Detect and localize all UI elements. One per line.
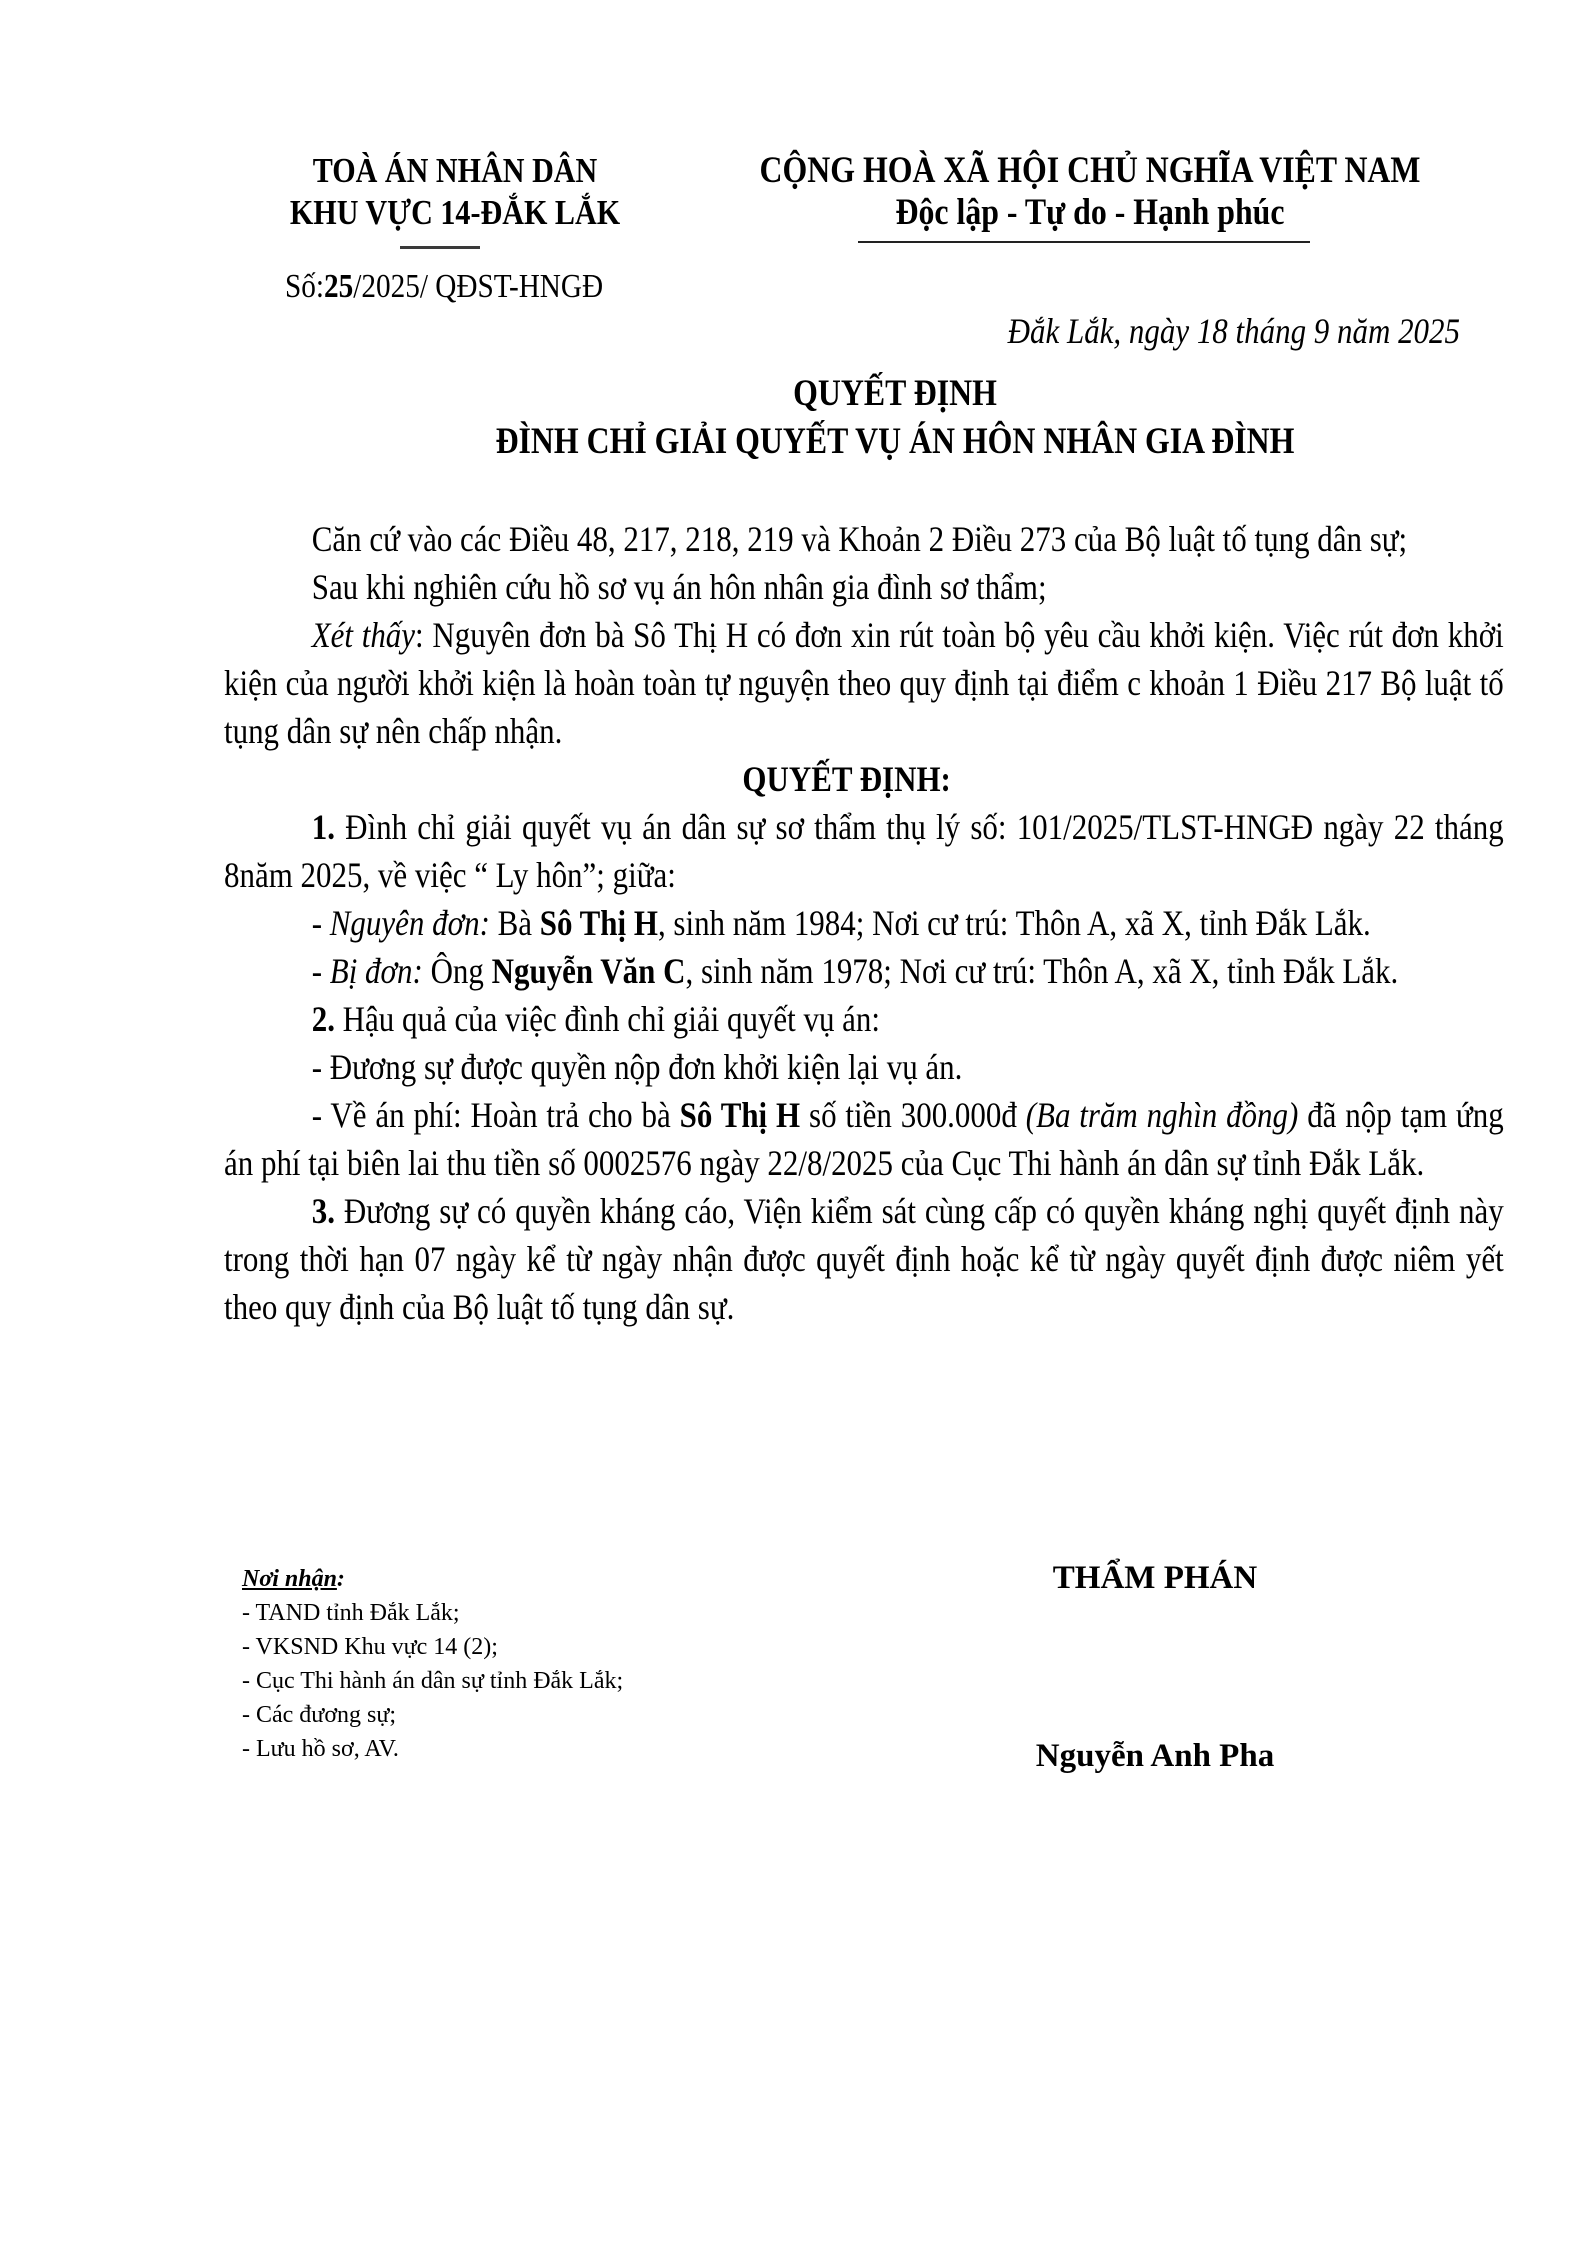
finding-text: : Nguyên đơn bà Sô Thị H có đơn xin rút toàn bộ yêu cầu khởi kiện. Việc rút đơn khởi kiện của người khởi kiện là hoàn toàn tự nguyện theo quy định tại điểm c khoản 1 Điều 217 Bộ luật tố tụng dân sự nên chấp nhận. — [224, 615, 1504, 751]
item-text: Đình chỉ giải quyết vụ án dân sự sơ thẩm thụ lý số: 101/2025/TLST-HNGĐ ngày 22 tháng 8năm 2025, về việc “ Ly hôn”; giữa: — [224, 807, 1504, 895]
decision-item-1 — [224, 803, 1504, 899]
fee-amount-words: (Ba trăm nghìn đồng) — [1025, 1095, 1299, 1135]
decision-item-2 — [224, 995, 1504, 1043]
recipient-item: - Lưu hồ sơ, AV. — [242, 1736, 399, 1762]
fee-amount: số tiền 300.000đ — [800, 1095, 1026, 1135]
case-study-paragraph: Sau khi nghiên cứu hồ sơ vụ án hôn nhân gia đình sơ thẩm; — [311, 567, 1047, 607]
place-and-date: Đắk Lắk, ngày 18 tháng 9 năm 2025 — [1007, 311, 1460, 351]
fee-text-rest: đã nộp tạm ứng án phí tại biên lai thu tiền số 0002576 ngày 22/8/2025 của Cục Thi hành án dân sự tỉnh Đắk Lắk. — [224, 1095, 1504, 1183]
document-number-prefix: Số: — [285, 268, 325, 305]
document-body — [224, 515, 1504, 1331]
plaintiff-label: Nguyên đơn: — [329, 903, 490, 943]
consequence-refile: - Đương sự được quyền nộp đơn khởi kiện lại vụ án. — [311, 1047, 963, 1087]
national-motto-block — [755, 150, 1426, 234]
document-number — [285, 268, 603, 306]
defendant-line: - Bị đơn: Ông Nguyễn Văn C, sinh năm 1978; Nơi cư trú: Thôn A, xã X, tỉnh Đắk Lắk. — [311, 951, 1399, 991]
document-number-value: 25 — [324, 268, 354, 305]
national-motto: Độc lập - Tự do - Hạnh phúc — [895, 192, 1285, 233]
recipient-item: - TAND tỉnh Đắk Lắk; — [242, 1600, 460, 1626]
title-line2: ĐÌNH CHỈ GIẢI QUYẾT VỤ ÁN HÔN NHÂN GIA ĐÌNH — [495, 421, 1295, 462]
plaintiff-details: , sinh năm 1984; Nơi cư trú: Thôn A, xã X, tỉnh Đắk Lắk. — [657, 903, 1371, 943]
recipient-item: - Cục Thi hành án dân sự tỉnh Đắk Lắk; — [242, 1668, 624, 1694]
signer-title: THẨM PHÁN — [1052, 1560, 1258, 1596]
document-title — [340, 370, 1449, 466]
defendant-details: , sinh năm 1978; Nơi cư trú: Thôn A, xã X, tỉnh Đắk Lắk. — [685, 951, 1399, 991]
motto-divider — [858, 241, 1310, 243]
consequence-court-fee — [224, 1091, 1504, 1187]
item-number: 2. — [311, 999, 335, 1039]
defendant-title: Ông — [422, 951, 492, 991]
plaintiff-line: - Nguyên đơn: Bà Sô Thị H, sinh năm 1984; Nơi cư trú: Thôn A, xã X, tỉnh Đắk Lắk. — [311, 903, 1371, 943]
item-number: 1. — [311, 807, 335, 847]
defendant-name: Nguyễn Văn C — [491, 951, 686, 991]
recipients-heading-text: Nơi nhận — [242, 1566, 337, 1592]
recipient-item: - VKSND Khu vực 14 (2); — [242, 1634, 498, 1660]
recipients-heading — [242, 1562, 623, 1596]
recipients-heading-colon: : — [336, 1566, 345, 1592]
item-number: 3. — [311, 1191, 335, 1231]
decision-item-3 — [224, 1187, 1504, 1331]
fee-recipient-name: Sô Thị H — [679, 1095, 801, 1135]
court-name-line2: KHU VỰC 14-ĐẮK LẮK — [289, 193, 621, 232]
finding-label: Xét thấy — [311, 615, 416, 655]
legal-basis-paragraph: Căn cứ vào các Điều 48, 217, 218, 219 và Khoản 2 Điều 273 của Bộ luật tố tụng dân sự; — [311, 519, 1408, 559]
plaintiff-title: Bà — [489, 903, 540, 943]
court-name-line1: TOÀ ÁN NHÂN DÂN — [312, 151, 598, 190]
court-name-block — [253, 150, 657, 234]
title-line1: QUYẾT ĐỊNH — [793, 373, 997, 414]
recipients-list — [242, 1562, 623, 1766]
document-number-suffix: /2025/ QĐST-HNGĐ — [353, 268, 604, 305]
decision-heading: QUYẾT ĐỊNH: — [742, 759, 951, 799]
defendant-label: Bị đơn: — [329, 951, 423, 991]
fee-text-pre: - Về án phí: Hoàn trả cho bà — [311, 1095, 680, 1135]
item-text: Hậu quả của việc đình chỉ giải quyết vụ án: — [334, 999, 881, 1039]
country-name: CỘNG HOÀ XÃ HỘI CHỦ NGHĨA VIỆT NAM — [759, 150, 1421, 191]
court-divider — [400, 246, 480, 249]
recipient-item: - Các đương sự; — [242, 1702, 397, 1728]
signer-name: Nguyễn Anh Pha — [1035, 1738, 1275, 1774]
plaintiff-name: Sô Thị H — [539, 903, 658, 943]
finding-paragraph — [224, 611, 1504, 755]
item-text: Đương sự có quyền kháng cáo, Viện kiểm sát cùng cấp có quyền kháng nghị quyết định này trong thời hạn 07 ngày kể từ ngày nhận được quyết định hoặc kể từ ngày quyết định được niêm yết theo quy định của Bộ luật tố tụng dân sự. — [224, 1191, 1504, 1327]
